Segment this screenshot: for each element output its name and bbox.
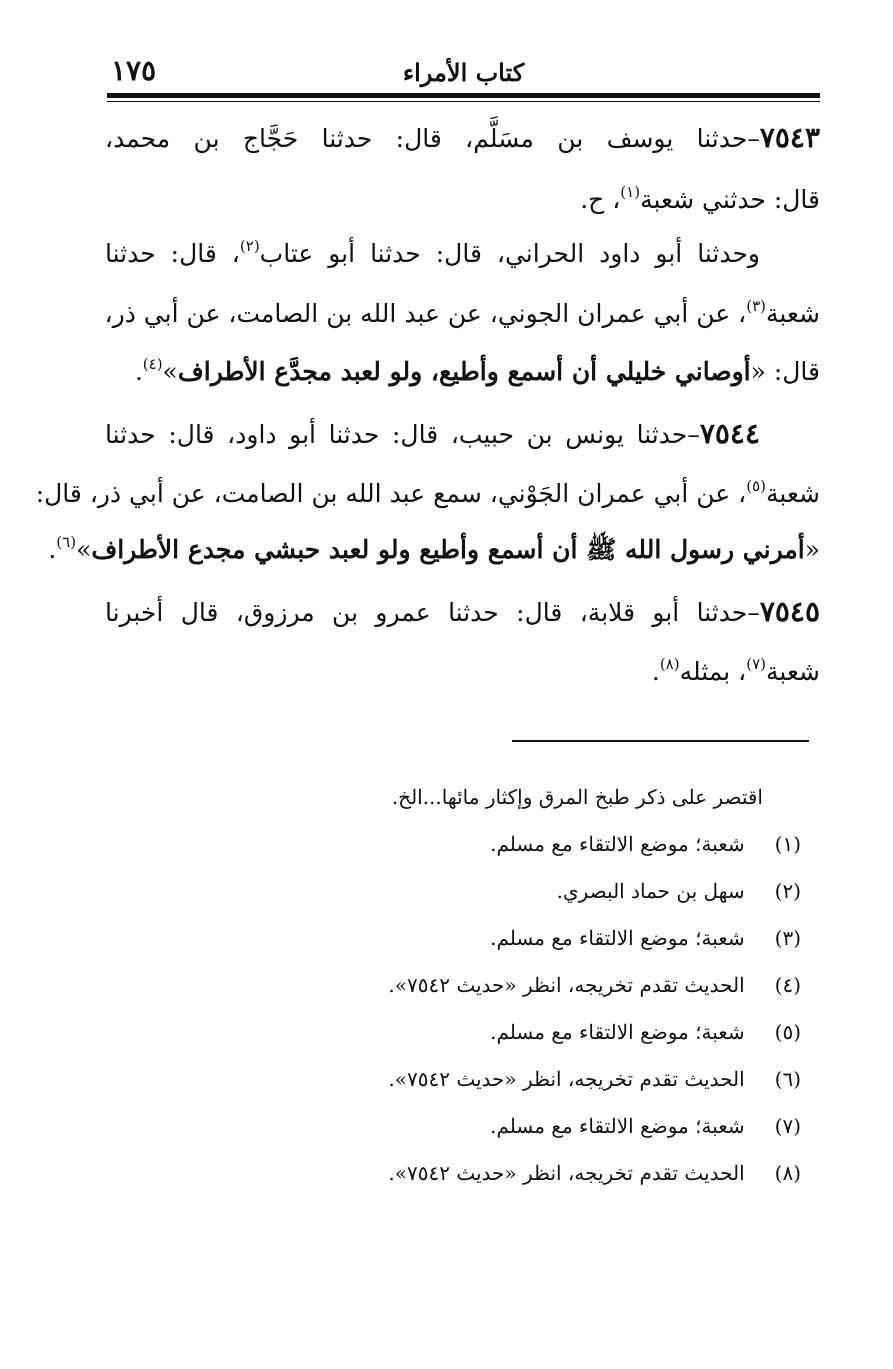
footnote-number: (٥) (774, 1020, 801, 1044)
header-rule-thin (107, 101, 820, 102)
footnote-ref-8[interactable]: (٨) (659, 655, 680, 673)
footnote-6 (388, 1064, 801, 1094)
hadith-text: قال: حدثني شعبة (640, 185, 820, 214)
footnote-number: (٧) (774, 1114, 801, 1138)
footnote-number: (٦) (774, 1067, 801, 1091)
hadith-text: شعبة (766, 299, 820, 328)
footnote-number: (٤) (774, 973, 801, 997)
hadith-text: قال: « (750, 357, 820, 386)
hadith-text: » (162, 357, 178, 386)
hadith-number: ٧٥٤٣ (759, 121, 820, 154)
footnote-2 (557, 876, 801, 906)
footnote-text: سهل بن حماد البصري. (556, 879, 745, 903)
hadith-7544-line-1 (105, 414, 760, 455)
hadith-7543-line-2 (105, 180, 820, 223)
footnote-text: شعبة؛ موضع الالتقاء مع مسلم. (490, 832, 745, 856)
footnote-number: (٨) (774, 1161, 801, 1185)
hadith-7543-line-3 (105, 234, 760, 277)
hadith-text: « (804, 535, 820, 564)
hadith-text: ، عن أبي عمران الجوني، عن عبد الله بن الصامت، عن أبي ذر، (104, 299, 747, 328)
hadith-7544-line-3 (48, 530, 820, 573)
hadith-7545-line-1 (105, 592, 820, 633)
hadith-7543-line-5 (105, 352, 820, 395)
footnote-8 (388, 1158, 801, 1188)
hadith-text: ، بمثله (679, 657, 747, 686)
footnote-text: الحديث تقدم تخريجه، انظر «حديث ٧٥٤٢». (388, 1161, 745, 1185)
footnote-separator (512, 740, 809, 742)
hadith-matn: أمرني رسول الله ﷺ أن أسمع وأطيع ولو لعبد حبشي مجدع الأطراف (91, 535, 805, 564)
book-title: كتاب الأمراء (402, 58, 525, 87)
footnote-number: (١) (774, 832, 801, 856)
footnote-1 (490, 829, 801, 859)
hadith-text: –حدثنا يونس بن حبيب، قال: حدثنا أبو داود، قال: حدثنا (105, 420, 700, 449)
hadith-text: شعبة (766, 657, 820, 686)
hadith-7545-line-2 (105, 652, 820, 695)
footnote-text: الحديث تقدم تخريجه، انظر «حديث ٧٥٤٢». (388, 1067, 745, 1091)
footnote-5 (490, 1017, 801, 1047)
footnote-text: شعبة؛ موضع الالتقاء مع مسلم. (490, 926, 745, 950)
page-number: ١٧٥ (111, 54, 157, 87)
hadith-text: –حدثنا أبو قلابة، قال: حدثنا عمرو بن مرزوق، قال أخبرنا (105, 598, 760, 627)
footnote-ref-7[interactable]: (٧) (746, 655, 767, 673)
hadith-number: ٧٥٤٥ (759, 595, 820, 628)
hadith-text: ، ح. (580, 185, 621, 214)
hadith-text: . (651, 657, 660, 686)
footnote-ref-4[interactable]: (٤) (142, 355, 163, 373)
hadith-text: شعبة (766, 479, 820, 508)
hadith-7543-line-1 (105, 118, 820, 159)
footnote-number: (٣) (774, 926, 801, 950)
footnote-ref-3[interactable]: (٣) (746, 297, 767, 315)
header-rule (107, 93, 820, 98)
footnote-ref-5[interactable]: (٥) (746, 477, 767, 495)
hadith-number: ٧٥٤٤ (699, 417, 760, 450)
hadith-7544-line-2 (35, 474, 820, 517)
hadith-text: –حدثنا يوسف بن مسَلَّم، قال: حدثنا حَجَّاج بن محمد، (105, 124, 760, 153)
footnote-4 (388, 970, 801, 1000)
hadith-text: » (76, 535, 92, 564)
footnote-ref-6[interactable]: (٦) (56, 533, 77, 551)
footnote-continuation: اقتصر على ذكر طبخ المرق وإكثار مائها...الخ. (391, 785, 763, 809)
footnote-number: (٢) (774, 879, 801, 903)
footnote-3 (490, 923, 801, 953)
footnote-ref-1[interactable]: (١) (620, 183, 641, 201)
footnote-text: شعبة؛ موضع الالتقاء مع مسلم. (490, 1020, 745, 1044)
footnote-text: شعبة؛ موضع الالتقاء مع مسلم. (490, 1114, 745, 1138)
hadith-matn: أوصاني خليلي أن أسمع وأطيع، ولو لعبد مجدَّع الأطراف (177, 357, 751, 386)
hadith-text: وحدثنا أبو داود الحراني، قال: حدثنا أبو عتاب (259, 239, 760, 268)
footnote-7 (490, 1111, 801, 1141)
footnote-text: الحديث تقدم تخريجه، انظر «حديث ٧٥٤٢». (388, 973, 745, 997)
hadith-text: ، عن أبي عمران الجَوْني، سمع عبد الله بن الصامت، عن أبي ذر، قال: (35, 479, 747, 508)
hadith-text: . (48, 535, 57, 564)
footnote-ref-2[interactable]: (٢) (239, 237, 260, 255)
running-header (107, 54, 820, 94)
hadith-7543-line-4 (105, 294, 820, 337)
hadith-text: . (134, 357, 143, 386)
hadith-text: ، قال: حدثنا (105, 239, 240, 268)
